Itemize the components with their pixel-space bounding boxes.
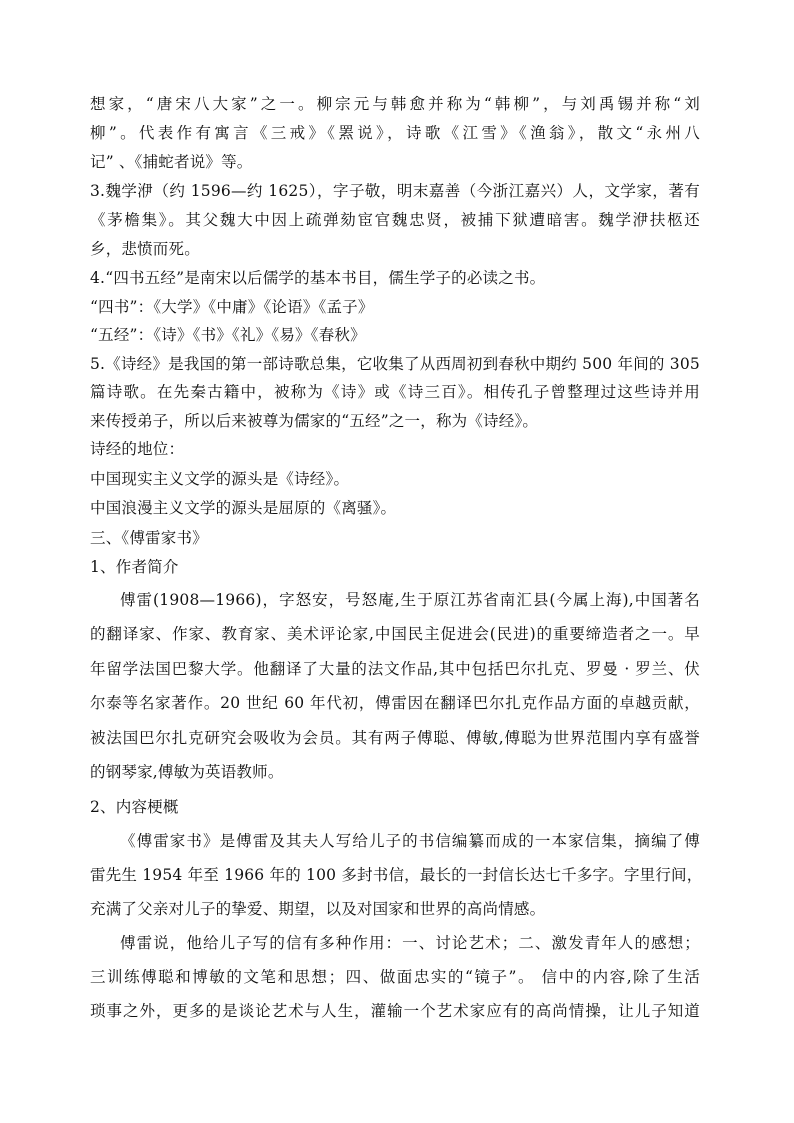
text-line: 《傅雷家书》是傅雷及其夫人写给儿子的书信编纂而成的一本家信集，摘编了傅 [120,832,700,850]
text-line: 乡，悲愤而死。 [90,240,200,258]
text-line: 琐事之外，更多的是谈论艺术与人生，灌输一个艺术家应有的高尚情操，让儿子知道 [90,1002,700,1020]
text-line: “四书”：《大学》《中庸》《论语》《孟子》 [90,297,374,316]
text-line: 记” 、《捕蛇者说》等。 [90,153,253,171]
text-line: 篇诗歌。在先秦古籍中，被称为《诗》或《诗三百》。相传孔子曾整理过这些诗并用 [90,383,700,401]
text-line: 中国现实主义文学的源头是《诗经》。 [90,469,350,488]
section-subheading: 1、作者简介 [90,558,179,576]
text-line: 的翻译家、作家、教育家、美术评论家,中国民主促进会(民进)的重要缔造者之一。早 [90,625,700,643]
text-line: 《茅檐集》。其父魏大中因上疏弹劾宦官魏忠贤，被捕下狱遭暗害。魏学洢扶柩还 [90,211,700,229]
document-body [90,90,703,1028]
section-subheading: 诗经的地位： [90,440,185,458]
text-line: “五经”：《诗》《书》《礼》《易》《春秋》 [90,326,366,344]
section-heading: 三、《傅雷家书》 [90,528,208,547]
text-line: 傅雷说，他给儿子写的信有多种作用：一、讨论艺术；二、激发青年人的感想； [120,934,700,952]
text-line: 尔泰等名家著作。20 世纪 60 年代初，傅雷因在翻译巴尔扎克作品方面的卓越贡献， [90,694,700,712]
text-line: 来传授弟子，所以后来被尊为儒家的“五经”之一，称为《诗经》。 [90,411,539,430]
text-line: 中国浪漫主义文学的源头是屈原的《离骚》。 [90,499,397,517]
text-line: 想家，“唐宋八大家”之一。柳宗元与韩愈并称为“韩柳”，与刘禹锡并称“刘 [90,95,700,113]
text-line: 傅雷(1908—1966)，字怒安，号怒庵,生于原江苏省南汇县(今属上海),中国著名 [120,590,700,609]
text-line: 的钢琴家,傅敏为英语教师。 [90,763,284,781]
text-line: 被法国巴尔扎克研究会吸收为会员。其有两子傅聪、傅敏,傅聪为世界范围内享有盛誉 [90,728,700,747]
text-line: 充满了父亲对儿子的挚爱、期望，以及对国家和世界的高尚情感。 [90,900,546,918]
text-line: 柳”。代表作有寓言《三戒》《罴说》，诗歌《江雪》《渔翁》，散文“永州八 [90,124,700,142]
text-line: 5.《诗经》是我国的第一部诗歌总集，它收集了从西周初到春秋中期约 500 年间的 305 [90,354,700,373]
text-line: 4.“四书五经”是南宋以后儒学的基本书目，儒生学子的必读之书。 [90,269,546,287]
text-line: 雷先生 1954 年至 1966 年的 100 多封书信，最长的一封信长达七千多字。字里行间， [90,866,703,884]
text-line: 三训练傅聪和博敏的文笔和思想；四、做面忠实的“镜子”。 信中的内容,除了生活 [90,968,700,986]
section-subheading: 2、内容梗概 [90,797,179,816]
text-line: 3.魏学洢（约 1596—约 1625），字子敬，明末嘉善（今浙江嘉兴）人，文学家，著有 [90,182,700,200]
text-line: 年留学法国巴黎大学。他翻译了大量的法文作品,其中包括巴尔扎克、罗曼 · 罗兰、伏 [90,659,700,678]
